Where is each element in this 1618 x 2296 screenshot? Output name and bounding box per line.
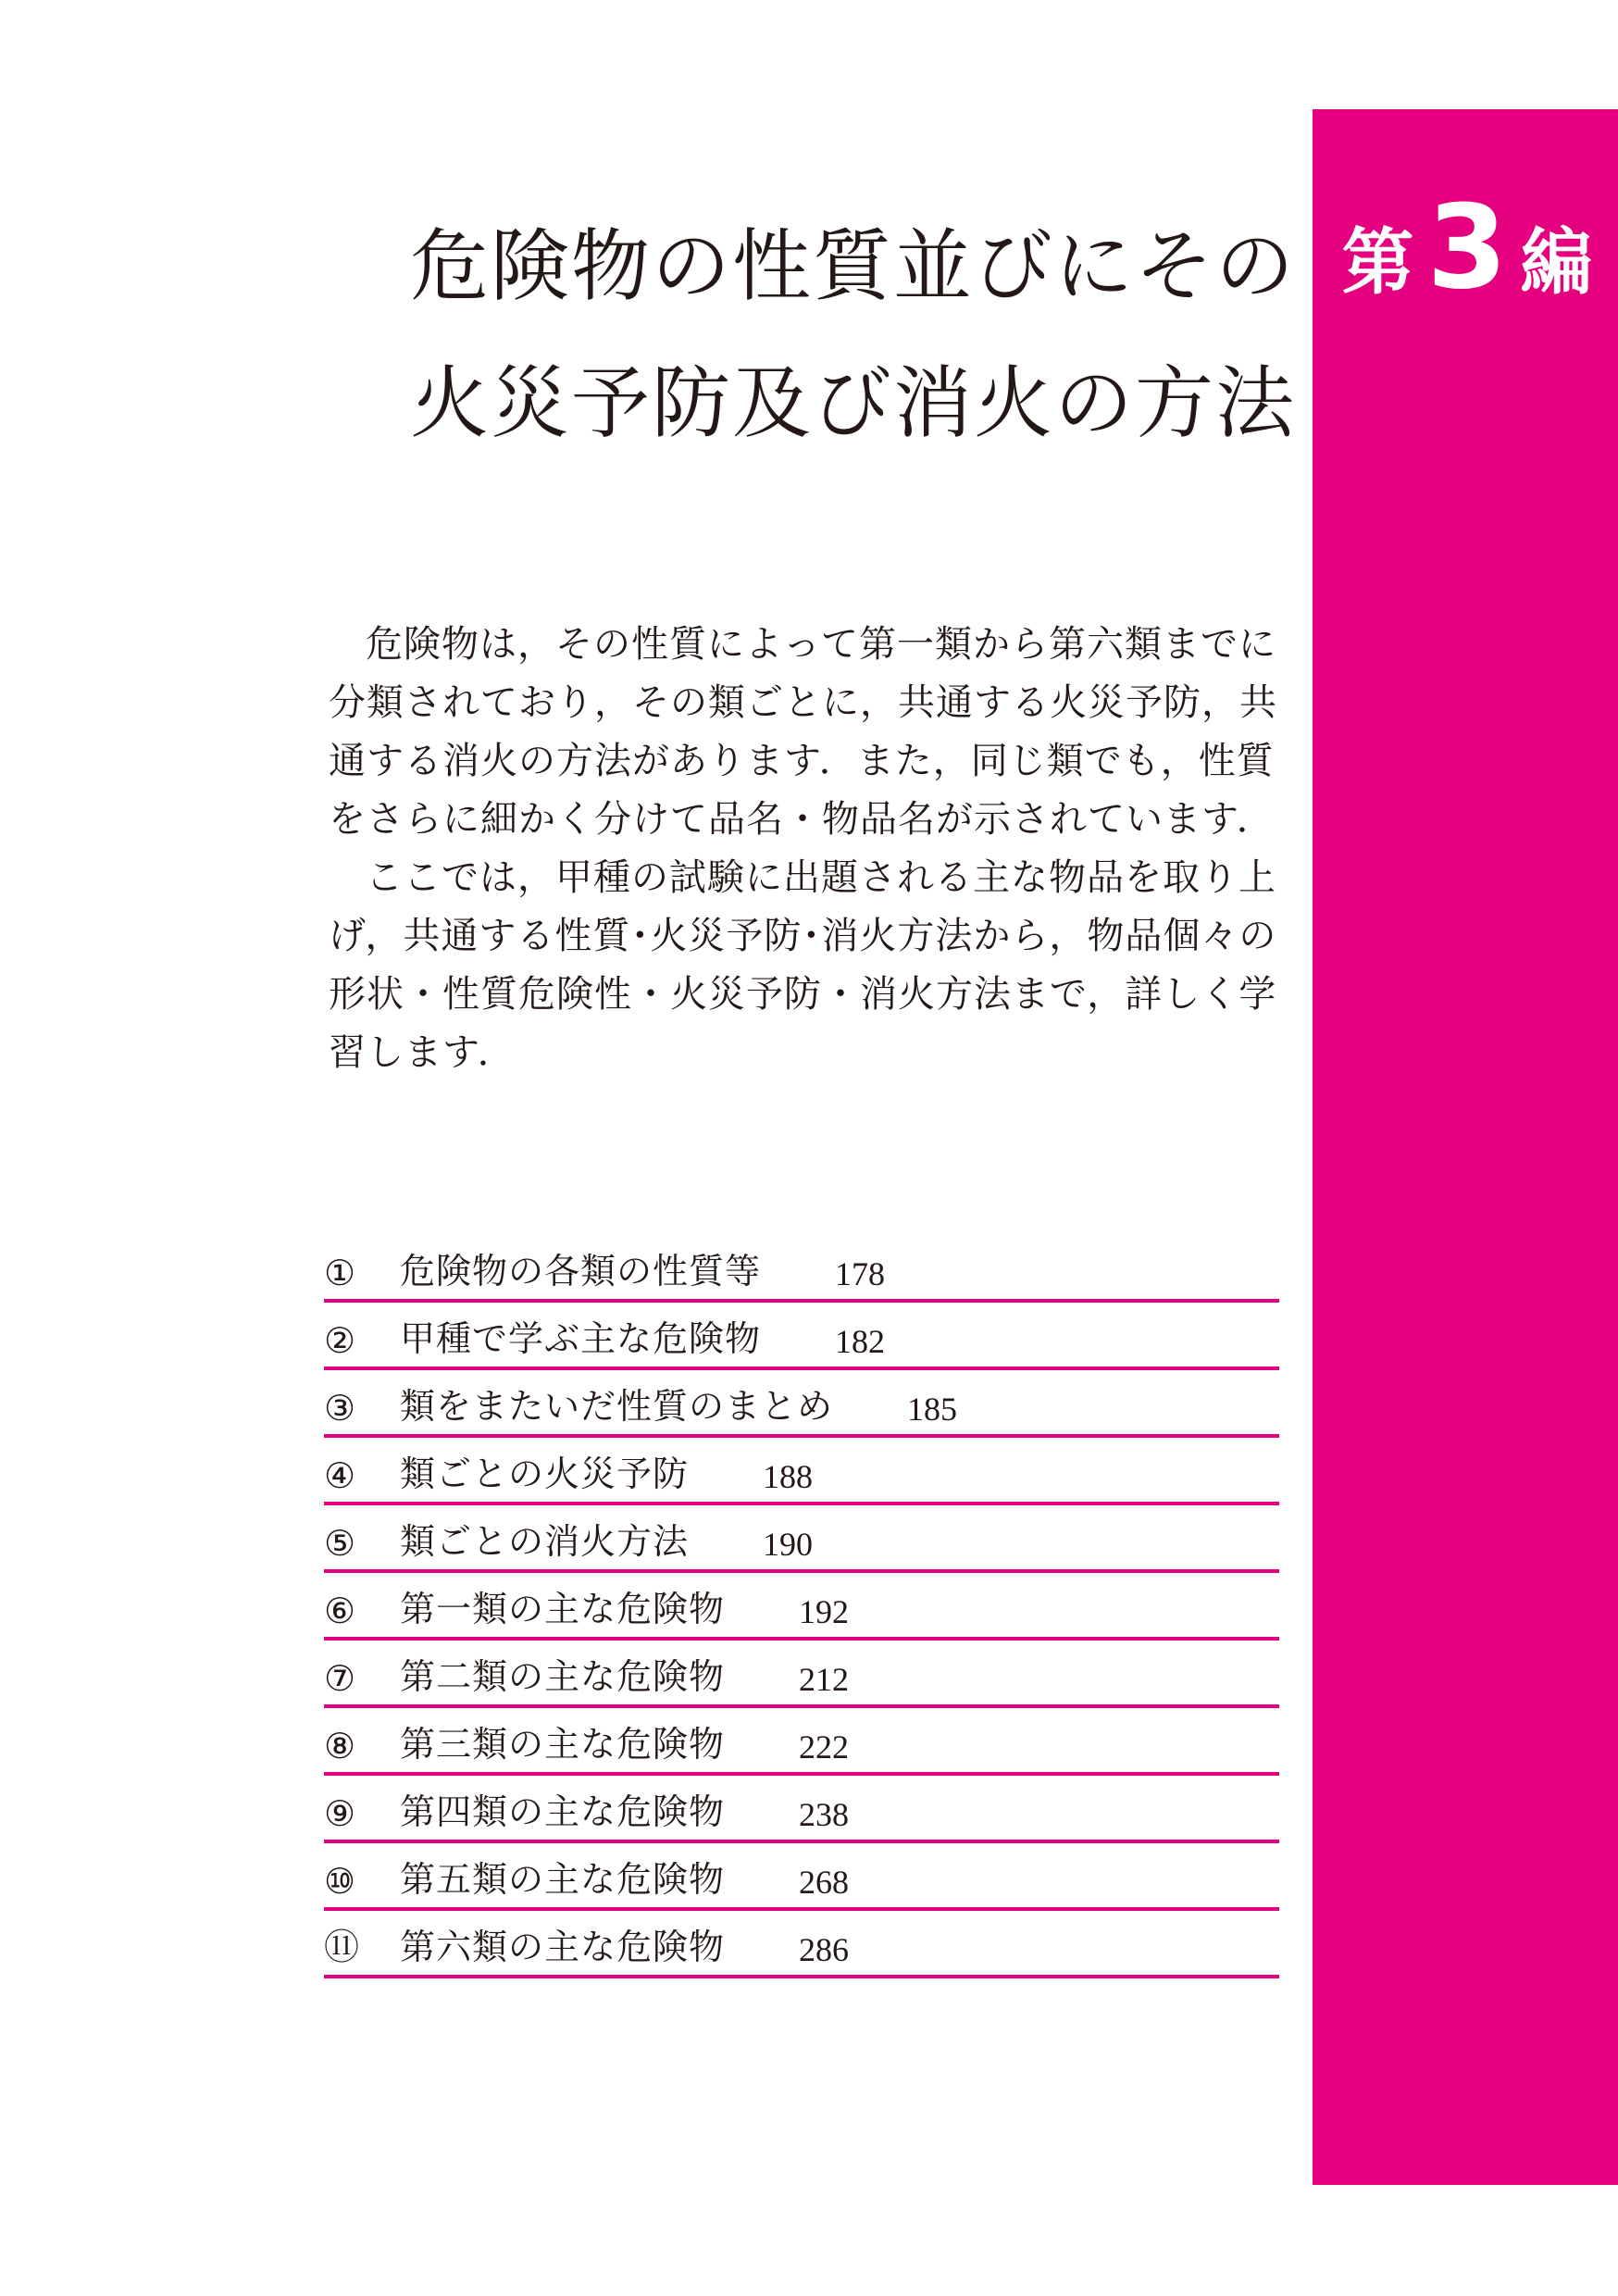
toc-item-page: 178: [835, 1255, 886, 1292]
part-number: 3: [1426, 181, 1508, 315]
toc-item[interactable]: [324, 1236, 1279, 1303]
page-title: [370, 199, 1296, 473]
toc-item-title: 第一類の主な危険物: [400, 1589, 726, 1629]
toc-item-page: 212: [799, 1661, 850, 1698]
toc-item[interactable]: [324, 1844, 1279, 1911]
part-suffix: 編: [1520, 221, 1593, 305]
toc-item-page: 188: [763, 1458, 814, 1495]
toc-item-number: ⑤: [324, 1523, 356, 1564]
part-side-band: [1313, 109, 1618, 2185]
intro-paragraph-2: ここでは，甲種の試験に出題される主な物品を取り上げ，共通する性質･火災予防･消火方法から，物品個々の形状・性質危険性・火災予防・消火方法まで，詳しく学習します．: [329, 856, 1277, 1074]
toc-item[interactable]: [324, 1304, 1279, 1370]
toc-item-page: 286: [799, 1931, 850, 1968]
toc-item-title: 第二類の主な危険物: [400, 1656, 726, 1697]
toc-item[interactable]: [324, 1506, 1279, 1573]
toc-item-number: ⑨: [324, 1793, 356, 1834]
toc-item-page: 190: [763, 1526, 814, 1563]
toc-item[interactable]: [324, 1371, 1279, 1438]
toc-item-number: ⑩: [324, 1861, 356, 1902]
toc-item-page: 238: [799, 1796, 850, 1833]
part-label: [1333, 181, 1601, 315]
toc-item-title: 第五類の主な危険物: [400, 1859, 726, 1900]
toc-item[interactable]: [324, 1777, 1279, 1843]
toc-item-number: ⑧: [324, 1726, 356, 1766]
toc-item-number: ③: [324, 1388, 356, 1429]
toc-item[interactable]: [324, 1439, 1279, 1505]
toc-item-number: ④: [324, 1455, 356, 1496]
toc-item-page: 222: [799, 1728, 850, 1766]
table-of-contents: [324, 1236, 1279, 1979]
toc-item-title: 第四類の主な危険物: [400, 1791, 726, 1832]
toc-item-number: ①: [324, 1253, 356, 1293]
toc-item-title: 類をまたいだ性質のまとめ: [400, 1386, 834, 1427]
toc-item-title: 第六類の主な危険物: [400, 1927, 726, 1967]
title-line-2: 火災予防及び消火の方法: [409, 358, 1296, 450]
toc-item-number: ⑦: [324, 1658, 356, 1699]
part-prefix: 第: [1341, 221, 1414, 305]
toc-item[interactable]: [324, 1574, 1279, 1641]
toc-item-page: 182: [835, 1323, 886, 1360]
intro-paragraph-1: 危険物は，その性質によって第一類から第六類までに分類されており，その類ごとに，共通する火災予防，共通する消火の方法があります．また，同じ類でも，性質をさらに細かく分けて品名・物品名が示されています．: [329, 623, 1277, 841]
toc-item[interactable]: [324, 1709, 1279, 1776]
toc-item-title: 類ごとの消火方法: [400, 1521, 690, 1562]
toc-item-number: ⑥: [324, 1591, 356, 1631]
toc-item-title: 甲種で学ぶ主な危険物: [400, 1318, 762, 1359]
toc-item-title: 第三類の主な危険物: [400, 1724, 726, 1765]
toc-item-page: 268: [799, 1864, 850, 1901]
intro-text: [329, 616, 1277, 1082]
toc-item-page: 192: [799, 1593, 850, 1630]
toc-item[interactable]: [324, 1912, 1279, 1978]
toc-item-page: 185: [907, 1391, 958, 1428]
toc-item-number: ⑪: [324, 1927, 360, 1967]
title-line-1: 危険物の性質並びにその: [409, 221, 1296, 313]
toc-item[interactable]: [324, 1641, 1279, 1708]
toc-item-number: ②: [324, 1320, 356, 1361]
toc-item-title: 類ごとの火災予防: [400, 1454, 690, 1494]
toc-item-title: 危険物の各類の性質等: [400, 1251, 762, 1292]
